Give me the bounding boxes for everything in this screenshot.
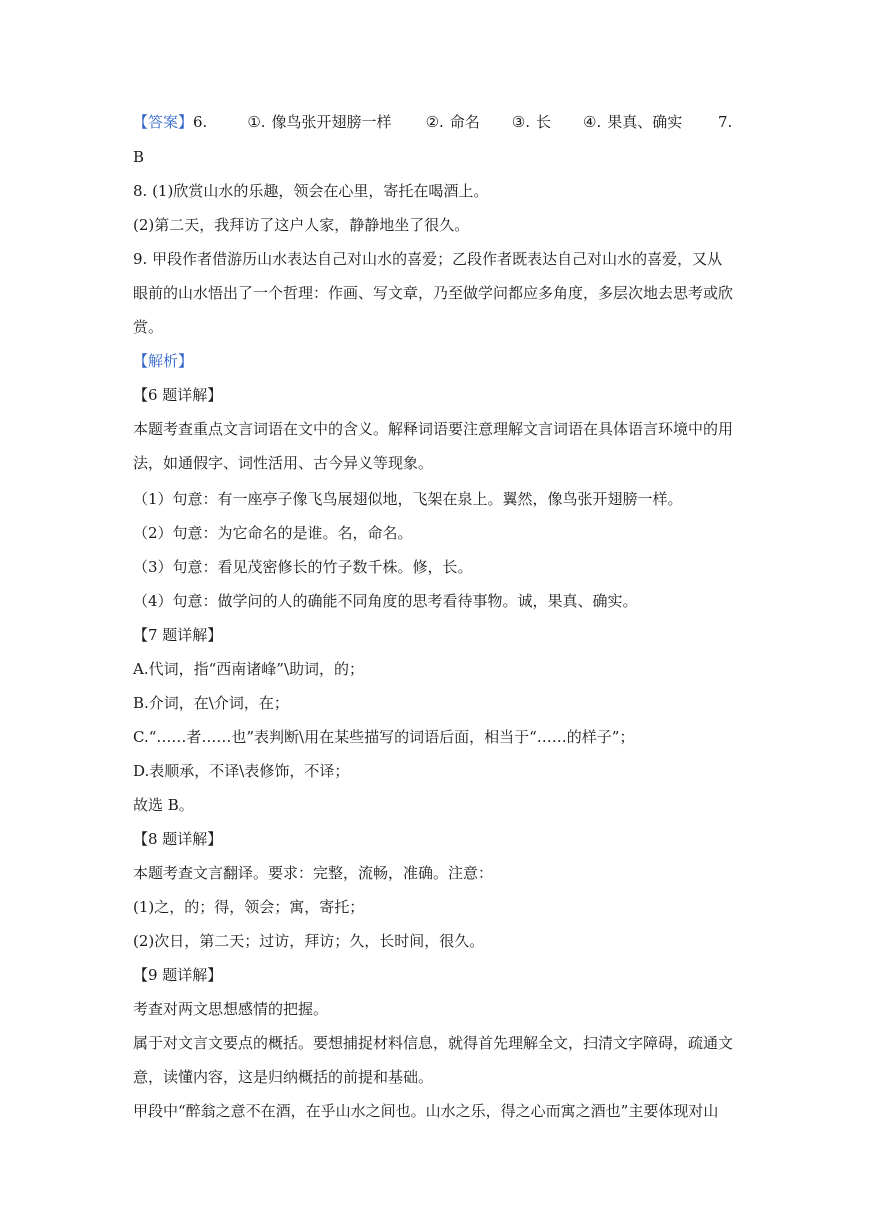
section-6-line: （4）句意：做学问的人的确能不同角度的思考看待事物。诚，果真、确实。 [133,592,638,610]
section-6-heading: 【6 题详解】 [133,386,223,404]
q6-marker-2: ②. [425,113,444,131]
section-8-line: (1)之，的；得，领会；寓，寄托； [133,898,365,916]
section-6-line: （3）句意：看见茂密修长的竹子数千株。修，长。 [133,558,473,576]
q6-answer-4: 果真、确实 [607,113,683,131]
q6-answer-3: 长 [536,113,552,131]
section-6-line: （1）句意：有一座亭子像飞鸟展翅似地，飞架在泉上。翼然，像鸟张开翅膀一样。 [133,490,683,508]
section-6-line: 法，如通假字、词性活用、古今异义等现象。 [133,454,434,472]
section-7-heading: 【7 题详解】 [133,626,223,644]
section-9-line: 属于对文言文要点的概括。要想捕捉材料信息，就得首先理解全文，扫清文字障碍，疏通文 [133,1034,734,1052]
section-8-line: (2)次日，第二天；过访，拜访；久，长时间，很久。 [133,932,485,950]
section-7-line: C.“……者……也”表判断\用在某些描写的词语后面，相当于“……的样子”； [133,728,635,746]
q7-number: 7. [718,113,733,131]
q6-answer-2: 命名 [449,113,480,131]
section-9-line: 意，读懂内容，这是归纳概括的前提和基础。 [133,1068,434,1086]
section-8-line: 本题考查文言翻译。要求：完整，流畅，准确。注意： [133,864,494,882]
q9-answer-line-3: 赏。 [133,318,164,336]
q6-number: 6. [193,113,208,131]
q8-answer-line-2: (2)第二天，我拜访了这户人家，静静地坐了很久。 [133,216,470,234]
q6-marker-3: ③. [511,113,531,131]
analysis-tag: 【解析】 [133,352,194,370]
section-7-line: A.代词，指“西南诸峰”\助词，的； [133,660,364,678]
q6-marker-4: ④. [583,113,602,131]
q7-answer: B [133,148,145,166]
q6-answer-1: 像鸟张开翅膀一样 [271,113,392,131]
q6-marker-1: ①. [247,113,266,131]
section-8-heading: 【8 题详解】 [133,830,223,848]
section-7-line: B.介词，在\介词，在； [133,694,289,712]
section-9-heading: 【9 题详解】 [133,966,223,984]
section-6-line: 本题考查重点文言词语在文中的含义。解释词语要注意理解文言词语在具体语言环境中的用 [133,420,734,438]
q9-answer-line-1: 9. 甲段作者借游历山水表达自己对山水的喜爱；乙段作者既表达自己对山水的喜爱，又从 [133,250,723,268]
answer-row [133,111,743,133]
section-6-line: （2）句意：为它命名的是谁。名，命名。 [133,524,413,542]
section-7-line: 故选 B。 [133,796,194,814]
section-9-line: 甲段中“醉翁之意不在酒，在乎山水之间也。山水之乐，得之心而寓之酒也”主要体现对山 [133,1102,719,1120]
section-7-line: D.表顺承，不译\表修饰，不译； [133,762,350,780]
section-9-line: 考查对两文思想感情的把握。 [133,1000,329,1018]
q8-answer-line-1: 8. (1)欣赏山水的乐趣，领会在心里，寄托在喝酒上。 [133,182,489,200]
answer-tag: 【答案】 [133,113,194,131]
q9-answer-line-2: 眼前的山水悟出了一个哲理：作画、写文章，乃至做学问都应多角度，多层次地去思考或欣 [133,284,734,302]
